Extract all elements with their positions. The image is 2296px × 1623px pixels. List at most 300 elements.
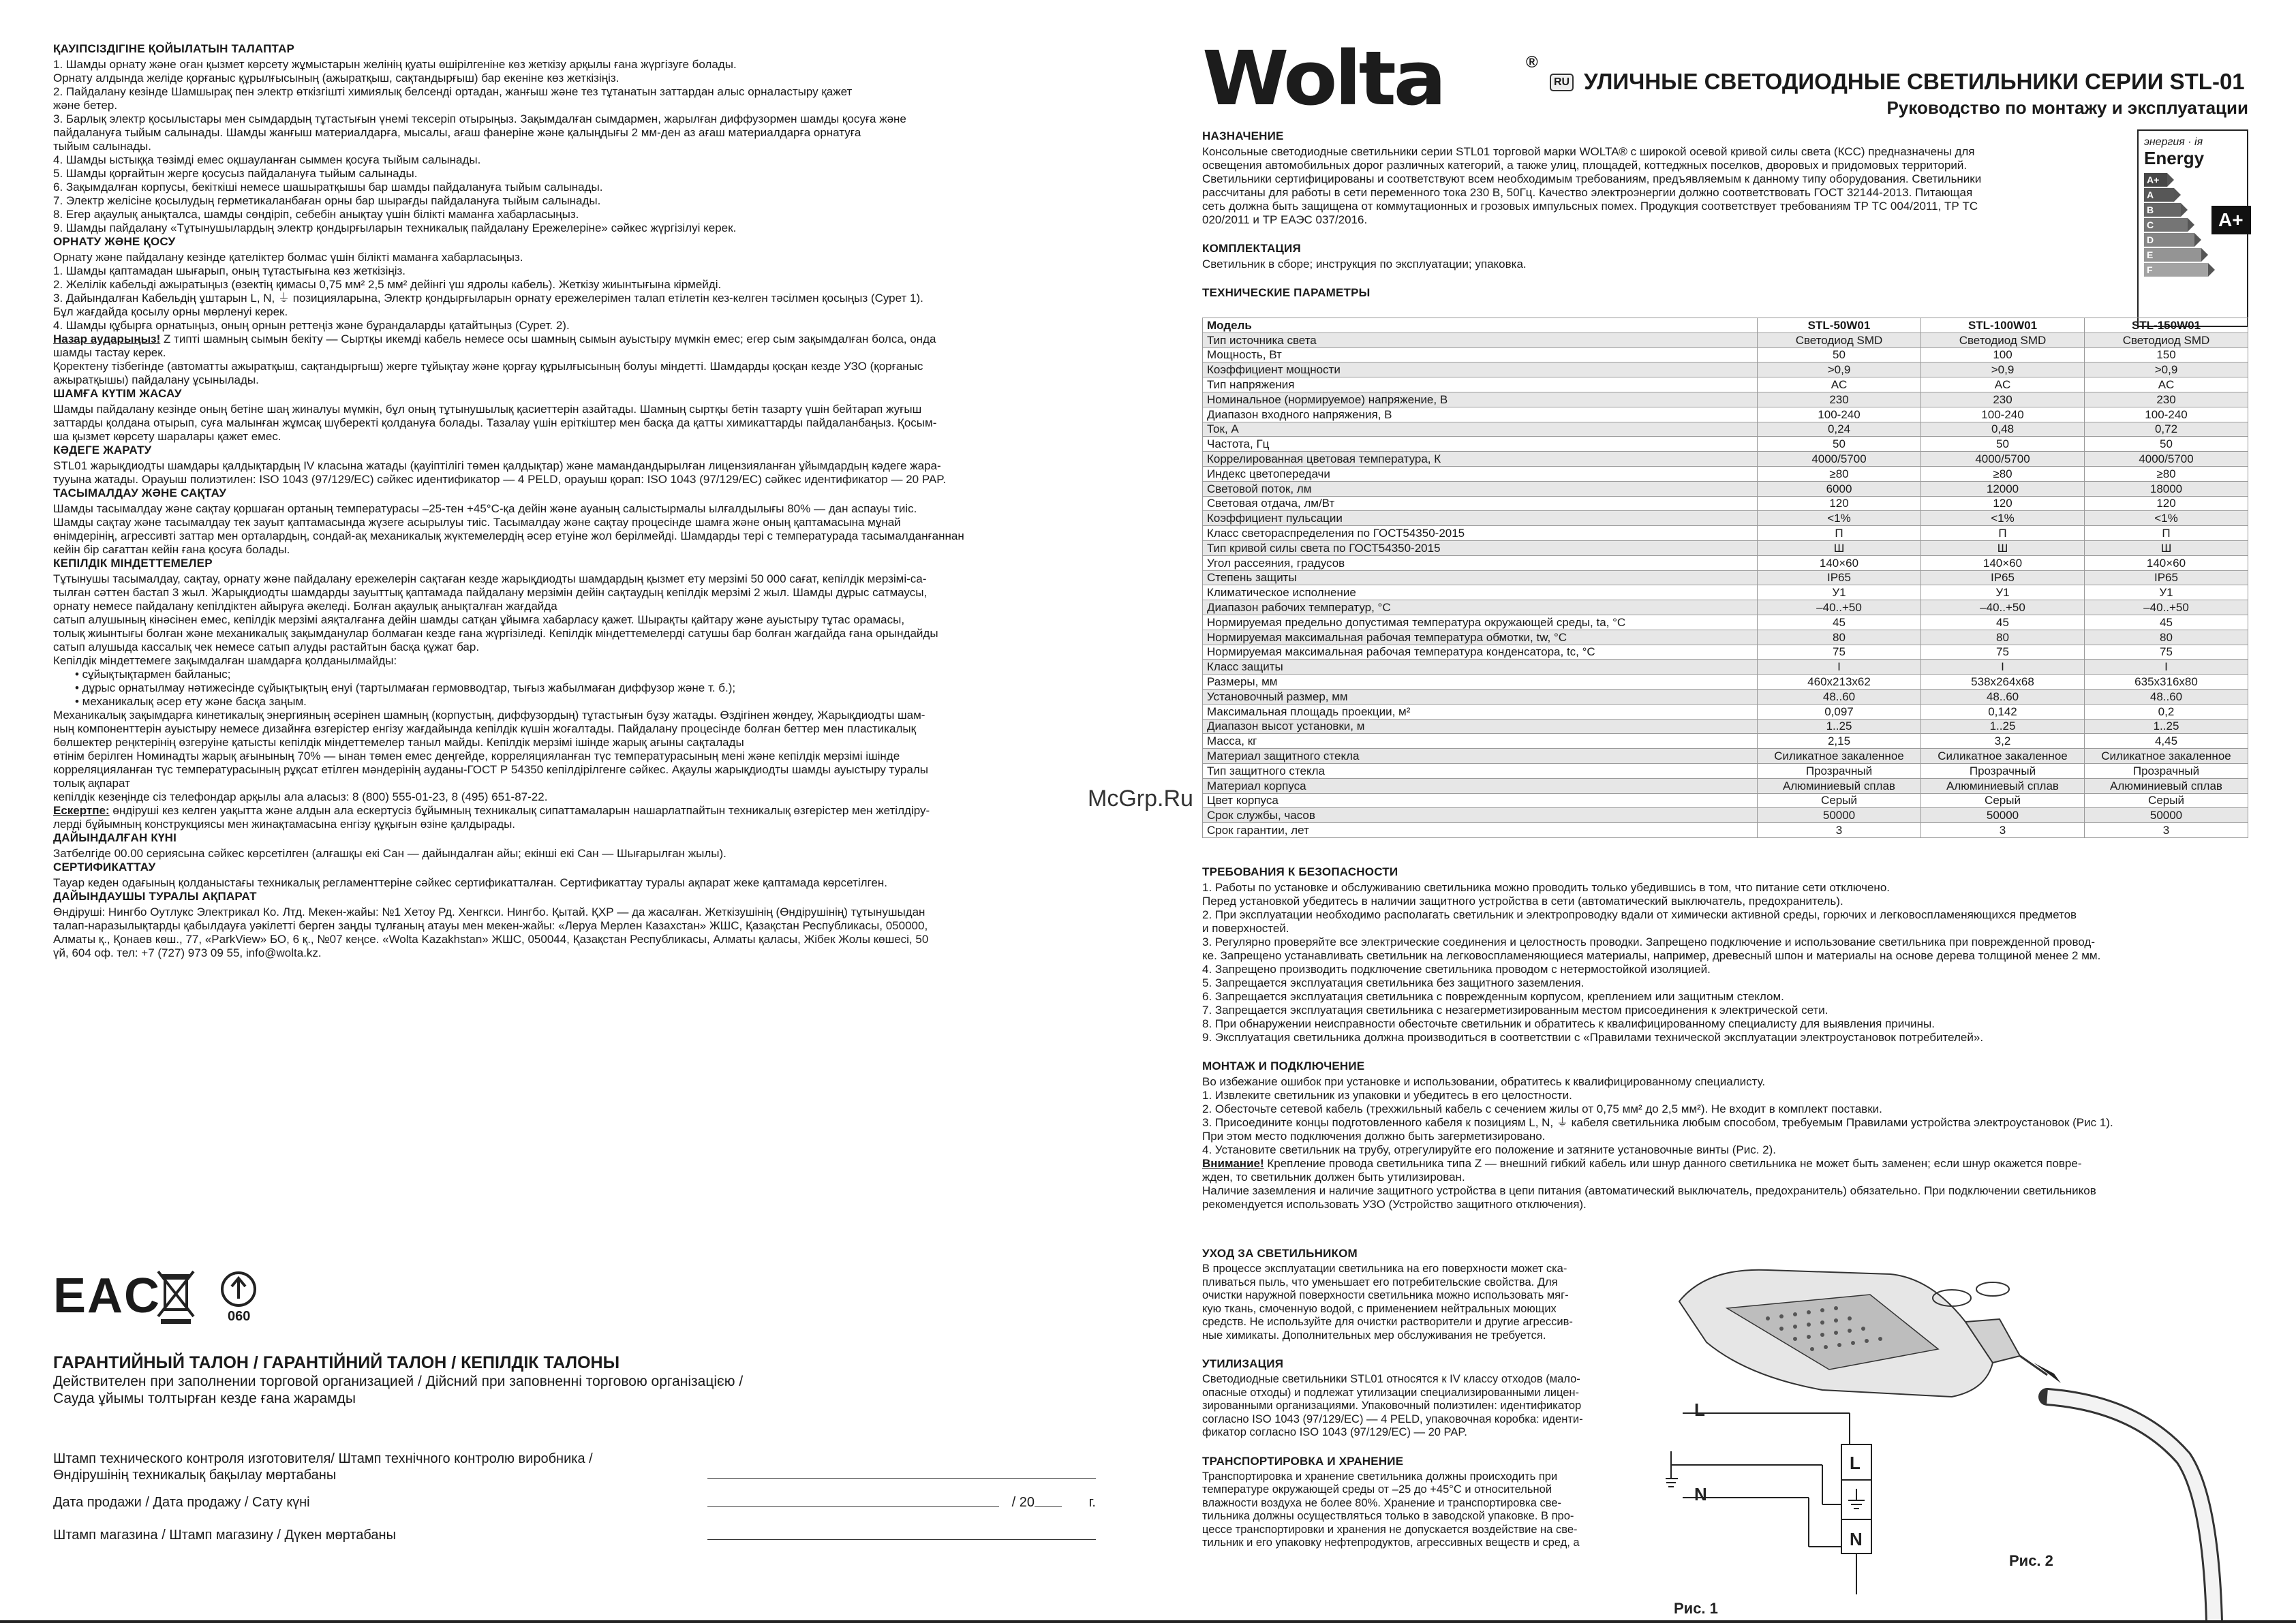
mount-title: МОНТАЖ И ПОДКЛЮЧЕНИЕ: [1202, 1060, 1365, 1072]
safety-line: Перед установкой убедитесь в наличии защитного устройства в сети (автоматический выключатель, предохранитель).: [1202, 895, 1843, 908]
specs-table-wrap: [1202, 318, 2248, 838]
specs-cell: Световой поток, лм: [1203, 481, 1758, 496]
specs-cell: 75: [1921, 645, 2085, 660]
lamp-illustration: [1679, 1270, 2214, 1622]
language-badge: RU: [1550, 74, 1574, 91]
section-line: Затбелгіде 00.00 сериясына сәйкес көрсетілген (алғашқы екі Сан — дайындалған айы; екінші екі Сан — Шығарылған жылы).: [53, 847, 726, 860]
specs-row: [1203, 719, 2248, 734]
specs-cell: П: [1758, 526, 1921, 541]
purpose-line: освещения автомобильных дорог различных категорий, а также улиц, площадей, коттеджных поселков, дворовых и придомовых территорий.: [1202, 159, 1968, 172]
section-line: үй, 604 оф. тел: +7 (727) 973 09 55, info@wolta.kz.: [53, 946, 322, 959]
stamp-tech-row: [53, 1451, 1096, 1489]
specs-cell: Тип кривой силы света по ГОСТ54350-2015: [1203, 540, 1758, 555]
specs-cell: Срок гарантии, лет: [1203, 823, 1758, 838]
specs-cell: 18000: [2085, 481, 2248, 496]
lower-sections: [1202, 865, 2248, 1211]
specs-cell: 75: [1758, 645, 1921, 660]
section: [53, 42, 1096, 235]
terminal-label-l: L: [1850, 1453, 1861, 1473]
document-subtitle: Руководство по монтажу и эксплуатации: [1886, 97, 2248, 118]
specs-cell: Размеры, мм: [1203, 675, 1758, 690]
purpose-title: НАЗНАЧЕНИЕ: [1202, 129, 1284, 142]
mount-note-label: Внимание!: [1202, 1157, 1264, 1170]
mount-line: 2. Обесточьте сетевой кабель (трехжильный кабель с сечением жилы от 0,75 мм² до 2,5 мм²). Не входит в комплект поставки.: [1202, 1102, 1882, 1115]
mount-line: 4. Установите светильник на трубу, отрегулируйте его положение и затяните установочные винты (Рис. 2).: [1202, 1143, 1776, 1156]
care-disposal-transport: [1202, 1247, 1649, 1550]
specs-cell: 3,2: [1921, 734, 2085, 749]
sale-date-field[interactable]: [707, 1506, 999, 1507]
specs-row: [1203, 526, 2248, 541]
specs-cell: 45: [1758, 615, 1921, 630]
specs-cell: 2,15: [1758, 734, 1921, 749]
section-line: тылған сәттен бастап 3 жыл. Жарықдиодты шамдарды зауыттық қаптамада пайдалану мерзімін дейін сақтаудың кепілдік мерзімі 2 жыл. Шамды дұрыс сатмаусы,: [53, 586, 928, 599]
installation-figure: [1666, 1254, 2248, 1622]
energy-label-head: энергия · ія: [2144, 136, 2203, 148]
wolta-logo: Wolta: [1202, 35, 1444, 122]
safety-text: [1202, 881, 2248, 1045]
specs-cell: 45: [2085, 615, 2248, 630]
safety-line: 1. Работы по установке и обслуживанию светильника можно проводить только убедившись в том, что питание сети отключено.: [1202, 881, 1891, 894]
specs-cell: Светодиод SMD: [2085, 333, 2248, 347]
disposal-text: [1202, 1373, 1649, 1440]
specs-cell: 120: [1758, 496, 1921, 511]
specs-cell: >0,9: [1758, 362, 1921, 377]
section: [53, 444, 1096, 486]
section-line: Тұтынушы тасымалдау, сақтау, орнату және пайдалану ережелерін сақтаған кезде жарықдиодты шамдардың қызмет ету мерзімі 50 000 сағат, кепілдік мерзімі-са-: [53, 572, 927, 585]
section: [53, 890, 1096, 960]
stamp-tech-label-b: Өндірушінің техникалық бақылау мөртабаны: [53, 1468, 337, 1483]
energy-label: [2137, 129, 2248, 327]
specs-cell: Алюминиевый сплав: [1758, 778, 1921, 793]
specs-cell: 48..60: [2085, 689, 2248, 704]
energy-label-word: Energy: [2144, 148, 2205, 168]
energy-class-bar: C: [2144, 218, 2188, 232]
care-line: ные химикаты. Дополнительных мер обслуживания не требуется.: [1202, 1329, 1546, 1342]
left-column: [53, 42, 1096, 960]
specs-row: [1203, 763, 2248, 778]
section-line: 1. Шамды қаптамадан шығарып, оның тұтастығына көз жеткізіңіз.: [53, 264, 406, 277]
specs-cell: Частота, Гц: [1203, 437, 1758, 452]
recycle-code: 060: [228, 1309, 251, 1324]
section-line: Орнату және пайдалану кезінде қателіктер болмас үшін білікті маманға хабарласыңыз.: [53, 251, 523, 264]
safety-line: 7. Запрещается эксплуатация светильника с незагерметизированным местом присоединения к электрической сети.: [1202, 1004, 1828, 1017]
specs-cell: 100-240: [1758, 407, 1921, 422]
note-label: Ескертпе:: [53, 804, 110, 817]
specs-cell: 230: [1921, 392, 2085, 407]
specs-row: [1203, 437, 2248, 452]
specs-row: [1203, 466, 2248, 481]
section-line: кепілдік кезеңінде сіз телефондар арқылы ала аласыз: 8 (800) 555-01-23, 8 (495) 651-87-22.: [53, 790, 548, 803]
specs-cell: Прозрачный: [1921, 763, 2085, 778]
figure-1-caption: Рис. 1: [1674, 1600, 1718, 1617]
section: [53, 557, 1096, 831]
specs-cell: 50: [1758, 347, 1921, 362]
specs-row: [1203, 392, 2248, 407]
terminal-label-n: N: [1850, 1529, 1863, 1549]
specs-row: [1203, 362, 2248, 377]
specs-cell: 140×60: [2085, 555, 2248, 570]
stamp-tech-label-a: Штамп технического контроля изготовителя/ Штамп технічного контролю виробника /: [53, 1451, 593, 1466]
kit-text: Светильник в сборе; инструкция по эксплуатации; упаковка.: [1202, 258, 1527, 270]
mount-text: [1202, 1075, 2248, 1157]
specs-cell: 4000/5700: [1758, 452, 1921, 467]
section-line: 1. Шамды орнату және оған қызмет көрсету жұмыстарын желінің қуаты өшірілгеніне көз жеткізу арқылы ғана жүргізуге болады.: [53, 58, 737, 71]
specs-cell: Алюминиевый сплав: [2085, 778, 2248, 793]
section-title: ШАМҒА КҮТІМ ЖАСАУ: [53, 387, 182, 400]
section-line: талап-наразылықтарды қабылдауға уәкілетті берген заңды тұлғаның атауы мен мекен-жайы: «Леруа Мерлен Казахстан» ЖШС, Қазақстан Республикасы, 050000,: [53, 919, 928, 932]
section-line: Қоректену тізбегінде (автоматты ажыратқыш, сақтандырғыш) жерге тұйықтау және қорғау құрылғысының болуы міндетті. Шамдарды қосқан кезде УЗО (қорғаныс: [53, 360, 923, 373]
specs-cell: 230: [2085, 392, 2248, 407]
section-line: бөлшектер реңктерінің өзгеруіне қатысты кепілдік міндеттемелер таныл майды. Кепілдік мерзімі ішінде жарық ағыны сақталады: [53, 736, 744, 749]
section: [53, 831, 1096, 861]
certification-marks: [53, 1269, 278, 1337]
specs-cell: >0,9: [1921, 362, 2085, 377]
specs-cell: 80: [2085, 630, 2248, 645]
shop-stamp-field[interactable]: [707, 1539, 1096, 1540]
wire-label-n: N: [1694, 1484, 1707, 1504]
section-line: ның компоненттерін ауыстыру немесе дизайнға өзгерістер енгізу жағдайында кепілдік күшін жоғалтады. Пайдалану процесінде болған беттер мен пластикалық: [53, 722, 917, 735]
specs-row: [1203, 778, 2248, 793]
specs-cell: 80: [1758, 630, 1921, 645]
specs-cell: 1..25: [1758, 719, 1921, 734]
specs-cell: 50000: [1758, 808, 1921, 823]
specs-cell: Коэффициент мощности: [1203, 362, 1758, 377]
purpose-line: рассчитаны для работы в сети переменного тока 230 В, 50Гц. Качество электроэнергии должно соответствовать ГОСТ 32144-2013. Питающая: [1202, 186, 1973, 199]
specs-cell: Диапазон высот установки, м: [1203, 719, 1758, 734]
specs-cell: Серый: [2085, 793, 2248, 808]
transport-line: тильника должны осуществляться только в заводской упаковке. В про-: [1202, 1510, 1574, 1522]
specs-cell: Степень защиты: [1203, 570, 1758, 585]
specs-cell: 50: [2085, 437, 2248, 452]
stamp-tech-field[interactable]: [707, 1478, 1096, 1479]
specs-cell: 6000: [1758, 481, 1921, 496]
section-title: ДАЙЫНДАУШЫ ТУРАЛЫ АҚПАРАТ: [53, 890, 257, 903]
specs-cell: 140×60: [1758, 555, 1921, 570]
specs-cell: Силикатное закаленное: [1758, 749, 1921, 764]
safety-line: 5. Запрещается эксплуатация светильника без защитного заземления.: [1202, 976, 1585, 989]
section-line: 5. Шамды қорғайтын жерге қосусыз пайдалануға тыйым салынады.: [53, 167, 418, 180]
specs-cell: 0,24: [1758, 422, 1921, 437]
specs-header-cell: STL-50W01: [1758, 318, 1921, 333]
specs-cell: AC: [2085, 377, 2248, 392]
right-column: [1202, 35, 2248, 1617]
section-line: өтінім берілген Номинадты жарық ағынының 70% — ынан төмен емес деңгейде, корреляцияланған түс температурасының мені және кепілдік мерзімі ішінде: [53, 749, 900, 762]
sale-date-row: [53, 1494, 1096, 1524]
specs-cell: 1..25: [1921, 719, 2085, 734]
specs-cell: 140×60: [1921, 555, 2085, 570]
section-line: 3. Дайындалған Кабельдің ұштарын L, N, ⏚ позицияларына, Электр қондырғыларын орнату ережелерімен талап етілетін кез-келген тәсілмен қосыңыз (Сурет 1).: [53, 292, 923, 305]
figure-2-caption: Рис. 2: [2009, 1552, 2053, 1569]
section-title: ҚАУІПСІЗДІГІНЕ ҚОЙЫЛАТЫН ТАЛАПТАР: [53, 42, 295, 55]
kit-title: КОМПЛЕКТАЦИЯ: [1202, 242, 1301, 255]
energy-class-bar: D: [2144, 233, 2194, 247]
energy-class-bar: A+: [2144, 173, 2167, 187]
specs-cell: 0,2: [2085, 704, 2248, 719]
warranty-card: [53, 1352, 1096, 1557]
section-line: және бетер.: [53, 99, 118, 112]
specs-cell: 50000: [2085, 808, 2248, 823]
specs-cell: I: [1758, 660, 1921, 675]
section-line: 6. Зақымдалған корпусы, бекіткіші немесе шашыратқышы бар шамды пайдалануға тыйым салынады.: [53, 181, 603, 194]
transport-title: ТРАНСПОРТИРОВКА И ХРАНЕНИЕ: [1202, 1454, 1404, 1468]
specs-cell: <1%: [1921, 511, 2085, 526]
specs-cell: Ш: [1758, 540, 1921, 555]
specs-cell: 3: [2085, 823, 2248, 838]
eac-mark: EAC: [53, 1269, 162, 1323]
disposal-line: Светодиодные светильники STL01 относятся к IV классу отходов (мало-: [1202, 1373, 1580, 1385]
specs-cell: Материал корпуса: [1203, 778, 1758, 793]
specs-cell: 0,097: [1758, 704, 1921, 719]
transport-line: влажности воздуха не более 80%. Хранение и транспортировка све-: [1202, 1496, 1561, 1509]
specs-cell: 12000: [1921, 481, 2085, 496]
specs-cell: Светодиод SMD: [1758, 333, 1921, 347]
care-line: очистки наружной поверхности светильника можно использовать мяг-: [1202, 1289, 1569, 1301]
note-text: Z типті шамның сымын бекіту — Сыртқы икемді кабель немесе осы шамның сымын ауыстыру мүмкін емес; егер сым зақымдалған болса, онда: [164, 333, 936, 345]
shop-stamp-row: [53, 1527, 1096, 1557]
sale-year-field[interactable]: [1035, 1506, 1062, 1507]
section-line: Тауар кеден одағының қолданыстағы техникалық регламенттеріне сәйкес сертификатталған. Сертификаттау туралы ақпарат жеке қаптамада көрсетілген.: [53, 876, 887, 889]
safety-line: 3. Регулярно проверяйте все электрические соединения и целостность проводки. Запрещено подключение и использование светильника при поврежденной провод-: [1202, 936, 2096, 948]
section-line: сатып алушының кінәсінен емес, кепілдік мерзімі аяқталғанға дейін шамды сатқан ұйымға хабарласу қажет. Шырақты қайтару және ауыстыру тұтас орамасы,: [53, 613, 905, 626]
purpose-section: [1202, 129, 2122, 302]
care-title: УХОД ЗА СВЕТИЛЬНИКОМ: [1202, 1247, 1358, 1260]
mount-line: рекомендуется использовать УЗО (Устройство защитного отключения).: [1202, 1198, 1587, 1211]
purpose-line: 020/2011 и ТР ЕАЭС 037/2016.: [1202, 213, 1368, 226]
specs-cell: Ш: [1921, 540, 2085, 555]
specs-header-cell: Модель: [1203, 318, 1758, 333]
purpose-line: Консольные светодиодные светильники серии STL01 торговой марки WOLTA® с широкой осевой кривой силы света (КСС) предназначены для: [1202, 145, 1975, 158]
specs-cell: 75: [2085, 645, 2248, 660]
specs-cell: Тип напряжения: [1203, 377, 1758, 392]
note-line: [53, 333, 1096, 346]
transport-line: цессе транспортировки и хранения не допускается воздействие на све-: [1202, 1523, 1578, 1536]
page-bottom-rule: [0, 1620, 2296, 1623]
specs-cell: Класс защиты: [1203, 660, 1758, 675]
sale-year-suffix: г.: [1088, 1495, 1096, 1510]
specs-row: [1203, 422, 2248, 437]
specs-cell: 120: [2085, 496, 2248, 511]
safety-line: и поверхностей.: [1202, 922, 1289, 935]
section-line: ша қызмет көрсету шаралары қажет емес.: [53, 430, 281, 443]
specs-cell: Угол рассеяния, градусов: [1203, 555, 1758, 570]
specs-cell: Установочный размер, мм: [1203, 689, 1758, 704]
specs-row: [1203, 734, 2248, 749]
section-line: 4. Шамды құбырға орнатыңыз, оның орнын реттеңіз және бұрандаларды қатайтыңыз (Сурет. 2).: [53, 319, 570, 332]
specs-cell: 100: [1921, 347, 2085, 362]
specs-cell: Серый: [1921, 793, 2085, 808]
specs-cell: >0,9: [2085, 362, 2248, 377]
bullet-item: • дұрыс орнатылмау нәтижесінде сұйықтықтың енуі (тартылмаған гермовводтар, тығыз жабылмаған диффузор және т. б.);: [75, 681, 736, 694]
specs-cell: Нормируемая предельно допустимая температура окружающей среды, ta, °С: [1203, 615, 1758, 630]
specs-cell: Номинальное (нормируемое) напряжение, В: [1203, 392, 1758, 407]
mount-tail: [1202, 1171, 2248, 1211]
specs-cell: Световая отдача, лм/Вт: [1203, 496, 1758, 511]
mount-note-text: Крепление провода светильника типа Z — внешний гибкий кабель или шнур данного светильника не может быть заменен; если шнур окажется повре-: [1267, 1157, 2082, 1170]
disposal-line: опасные отходы) и подлежат утилизации специализированными лицен-: [1202, 1386, 1580, 1399]
specs-cell: 50: [1758, 437, 1921, 452]
recycle-icon: [218, 1269, 259, 1310]
specs-cell: I: [1921, 660, 2085, 675]
section: [53, 235, 1096, 387]
transport-line: тильник и его упаковку нефтепродуктов, агрессивных веществ и сред, а: [1202, 1536, 1580, 1549]
specs-cell: ≥80: [1921, 466, 2085, 481]
specs-cell: Серый: [1758, 793, 1921, 808]
energy-class-bar: E: [2144, 248, 2201, 262]
sale-year-prefix: / 20: [1011, 1495, 1035, 1510]
specs-cell: Индекс цветопередачи: [1203, 466, 1758, 481]
wire-label-l: L: [1694, 1400, 1705, 1420]
specs-cell: Диапазон входного напряжения, В: [1203, 407, 1758, 422]
section-line: ажыратқышы) пайдалану ұсынылады.: [53, 373, 259, 386]
specs-cell: IP65: [1921, 570, 2085, 585]
mount-line: Во избежание ошибок при установке и использовании, обратитесь к квалифицированному специалисту.: [1202, 1075, 1766, 1088]
specs-cell: 0,142: [1921, 704, 2085, 719]
mount-line: Наличие заземления и наличие защитного устройства в цепи питания (автоматический выключатель, предохранитель) обязательно. При подключении светильников: [1202, 1184, 2096, 1197]
specs-cell: –40..+50: [2085, 600, 2248, 615]
disposal-line: согласно ISO 1043 (97/129/EC) — 4 PELD, упаковочная коробка: иденти-: [1202, 1412, 1583, 1425]
safety-line: 9. Эксплуатация светильника должна производиться в соответствии с «Правилами технической эксплуатации электроустановок потребителей».: [1202, 1031, 1984, 1044]
safety-line: 2. При эксплуатации необходимо располагать светильник и электропроводку вдали от химически активной среды, горючих и легковоспламеняющихся предметов: [1202, 908, 2077, 921]
specs-cell: IP65: [2085, 570, 2248, 585]
purpose-text: [1202, 145, 2122, 227]
specs-cell: 460x213x62: [1758, 675, 1921, 690]
safety-line: ке. Запрещено устанавливать светильник на легковоспламеняющиеся материалы, например, древесный шпон и материалы на основе дерева толщиной менее 2 мм.: [1202, 949, 2101, 962]
section-line: 3. Барлық электр қосылыстары мен сымдардың тұтастығын үнемі тексеріп отырыңыз. Зақымдалған сымдармен, жарылған диффузормен шамды қосуға және: [53, 112, 906, 125]
mount-line: жден, то светильник должен быть утилизирован.: [1202, 1171, 1465, 1184]
section-line: заттарды қолдана отырып, суға малынған жұмсақ шүберекті қолдануға болады. Тазалау үшін еріткіштер мен басқа да қатты химикаттарды пайдаланбаңыз. Қосым-: [53, 416, 937, 429]
section-line: пайдалануға тыйым салынады. Шамды жанғыш материалдарға, мысалы, ағаш фанеріне және қалыңдығы 2 мм-ден аз ағаш материалдарға орнатуға: [53, 126, 861, 139]
disposal-line: зированными организациями. Упаковочный полиэтилен: идентификатор: [1202, 1400, 1582, 1412]
specs-cell: Материал защитного стекла: [1203, 749, 1758, 764]
energy-rating: A+: [2211, 206, 2251, 234]
specs-cell: Ток, А: [1203, 422, 1758, 437]
specs-cell: У1: [1758, 585, 1921, 600]
specs-cell: 1..25: [2085, 719, 2248, 734]
specs-cell: 120: [1921, 496, 2085, 511]
specs-cell: <1%: [1758, 511, 1921, 526]
specs-cell: У1: [1921, 585, 2085, 600]
bullet-item: • механикалық әсер ету және басқа заңым.: [75, 695, 307, 708]
specs-title: ТЕХНИЧЕСКИЕ ПАРАМЕТРЫ: [1202, 286, 1371, 299]
care-line: кую ткань, смоченную водой, с применением нейтральных моющих: [1202, 1302, 1557, 1315]
bullet-item: • сұйықтықтармен байланыс;: [75, 668, 231, 681]
care-text: [1202, 1263, 1649, 1342]
specs-cell: IP65: [1758, 570, 1921, 585]
specs-cell: Срок службы, часов: [1203, 808, 1758, 823]
warranty-title: ГАРАНТИЙНЫЙ ТАЛОН / ГАРАНТІЙНИЙ ТАЛОН / КЕПІЛДІК ТАЛОНЫ: [53, 1353, 620, 1372]
note-label: Назар аударыңыз!: [53, 333, 161, 345]
note-text: өндіруші кез келген уақытта және алдын ала ескертусіз бұйымның техникалық сипаттамаларын нашарлатпайтын техникалық өзгерістер мен жетілдіру-: [112, 804, 930, 817]
specs-cell: –40..+50: [1758, 600, 1921, 615]
specs-cell: Силикатное закаленное: [1921, 749, 2085, 764]
section: [53, 387, 1096, 444]
specs-cell: 0,48: [1921, 422, 2085, 437]
specs-cell: 48..60: [1921, 689, 2085, 704]
specs-row: [1203, 808, 2248, 823]
specs-cell: Максимальная площадь проекции, м²: [1203, 704, 1758, 719]
care-line: В процессе эксплуатации светильника на его поверхности может ска-: [1202, 1263, 1567, 1275]
watermark: McGrp.Ru: [1088, 786, 1193, 812]
section: [53, 861, 1096, 890]
specs-cell: 3: [1758, 823, 1921, 838]
transport-line: Транспортировка и хранение светильника должны происходить при: [1202, 1470, 1558, 1483]
disposal-line: фикатор согласно ISO 1043 (97/129/EC) — 20 PAP.: [1202, 1426, 1467, 1438]
specs-cell: 100-240: [1921, 407, 2085, 422]
section-line: өнімдерінің, агрессивті заттар мен орталардың, сондай-ақ механикалық жүктемелердің әсер етуіне жол берілмейді. Шамдарды тері с температурада тасымалданғаннан: [53, 529, 964, 542]
specs-cell: ≥80: [1758, 466, 1921, 481]
sale-date-label: Дата продажи / Дата продажу / Сату күні: [53, 1495, 310, 1510]
specs-cell: Светодиод SMD: [1921, 333, 2085, 347]
specs-cell: 50: [1921, 437, 2085, 452]
specs-header-cell: STL-150W01: [2085, 318, 2248, 333]
mount-note: [1202, 1157, 2248, 1171]
specs-row: [1203, 675, 2248, 690]
section-line: Өндіруші: Нингбо Оутлукс Электрикал Ко. Лтд. Мекен-жайы: №1 Хетоу Рд. Хенгкси. Нингбо. Қытай. ҚХР — да жасалған. Жеткізушінің (Өндірушінің) тұтынушыдан: [53, 906, 925, 918]
specs-cell: Ш: [2085, 540, 2248, 555]
specs-row: [1203, 347, 2248, 362]
specs-cell: 45: [1921, 615, 2085, 630]
purpose-line: сеть должна быть защищена от коммутационных и грозовых импульсных помех. Продукция соответствует требованиям ТР ТС 004/2011, ТР ТС: [1202, 200, 1978, 213]
specs-row: [1203, 660, 2248, 675]
specs-row: [1203, 570, 2248, 585]
section-line: орнату немесе пайдалану кепілдіктен айыруға әкеледі. Болған ақаулық анықталған жағдайда: [53, 600, 557, 613]
specs-cell: 48..60: [1758, 689, 1921, 704]
section-line: лерді бұйымның конструкциясы мен жинақтамасына енгізу құқығын өзіне қалдырады.: [53, 818, 516, 831]
specs-cell: Тип защитного стекла: [1203, 763, 1758, 778]
specs-cell: 150: [2085, 347, 2248, 362]
specs-cell: 3: [1921, 823, 2085, 838]
specs-cell: Алюминиевый сплав: [1921, 778, 2085, 793]
section-line: 9. Шамды пайдалану «Тұтынушылардың электр қондырғыларын техникалық пайдалану Ережелеріне» сәйкес жүргізілуі керек.: [53, 221, 737, 234]
mount-line: 3. Присоедините концы подготовленного кабеля к позициям L, N, ⏚ кабеля светильника любым способом, требуемым Правилами устройства электроустановок (Рис 1).: [1202, 1116, 2113, 1129]
section-line: 4. Шамды ыстыққа төзімді емес оқшауланған сыммен қосуға тыйым салынады.: [53, 153, 481, 166]
section-line: толық жиынтығы болған және механикалық зақымданулар болмаған кезде ғана жүргізіледі. Кепілдік міндеттемелерді сатушы бар болған жағдайда ғана орындайды: [53, 627, 938, 640]
specs-cell: Прозрачный: [1758, 763, 1921, 778]
section-title: ОРНАТУ ЖӘНЕ ҚОСУ: [53, 235, 176, 248]
specs-cell: Нормируемая максимальная рабочая температура конденсатора, tc, °С: [1203, 645, 1758, 660]
specs-row: [1203, 823, 2248, 838]
section-title: ДАЙЫНДАЛҒАН КҮНІ: [53, 831, 177, 844]
section-line: STL01 жарықдиодты шамдары қалдықтардың IV класына жатады (қауіптілігі төмен қалдықтар) және мамандандырылған лицензияланған ұйымдардың кәдеге жара-: [53, 459, 941, 472]
section-line: 2. Желілік кабельді ажыратыңыз (өзектің қимасы 0,75 мм² 2,5 мм² дейінгі үш ядролы кабель). Жеткізу жиынтығына кірмейді.: [53, 278, 722, 291]
transport-line: температуре окружающей среды от –25 до +45°C и относительной: [1202, 1483, 1552, 1496]
section-line: кейін бір сағаттан кейін ғана қосуға болады.: [53, 543, 290, 556]
specs-cell: I: [2085, 660, 2248, 675]
specs-cell: Цвет корпуса: [1203, 793, 1758, 808]
specs-cell: 635x316x80: [2085, 675, 2248, 690]
specs-cell: П: [2085, 526, 2248, 541]
mount-line: При этом место подключения должно быть загерметизировано.: [1202, 1130, 1546, 1143]
section-line: Шамды пайдалану кезінде оның бетіне шаң жиналуы мүмкін, бұл оның тұтынушылық қасиеттерін азайтады. Шамның сыртқы бетін тазарту үшін бейтарап жуғыш: [53, 403, 922, 416]
specs-row: [1203, 481, 2248, 496]
specs-cell: 50000: [1921, 808, 2085, 823]
section: [53, 486, 1096, 557]
specs-row: [1203, 704, 2248, 719]
specs-cell: Класс светораспределения по ГОСТ54350-2015: [1203, 526, 1758, 541]
note-line: [53, 804, 1096, 818]
specs-cell: Мощность, Вт: [1203, 347, 1758, 362]
specs-row: [1203, 377, 2248, 392]
specs-cell: ≥80: [2085, 466, 2248, 481]
specs-cell: 100-240: [2085, 407, 2248, 422]
section-line: толық ақпарат: [53, 777, 130, 790]
specs-cell: 4,45: [2085, 734, 2248, 749]
specs-row: [1203, 496, 2248, 511]
specs-cell: 538x264x68: [1921, 675, 2085, 690]
specs-cell: Диапазон рабочих температур, °С: [1203, 600, 1758, 615]
section-line: 8. Егер ақаулық анықталса, шамды сөндіріп, себебін анықтау үшін білікті маманға хабарласыңыз.: [53, 208, 579, 221]
specs-cell: AC: [1921, 377, 2085, 392]
